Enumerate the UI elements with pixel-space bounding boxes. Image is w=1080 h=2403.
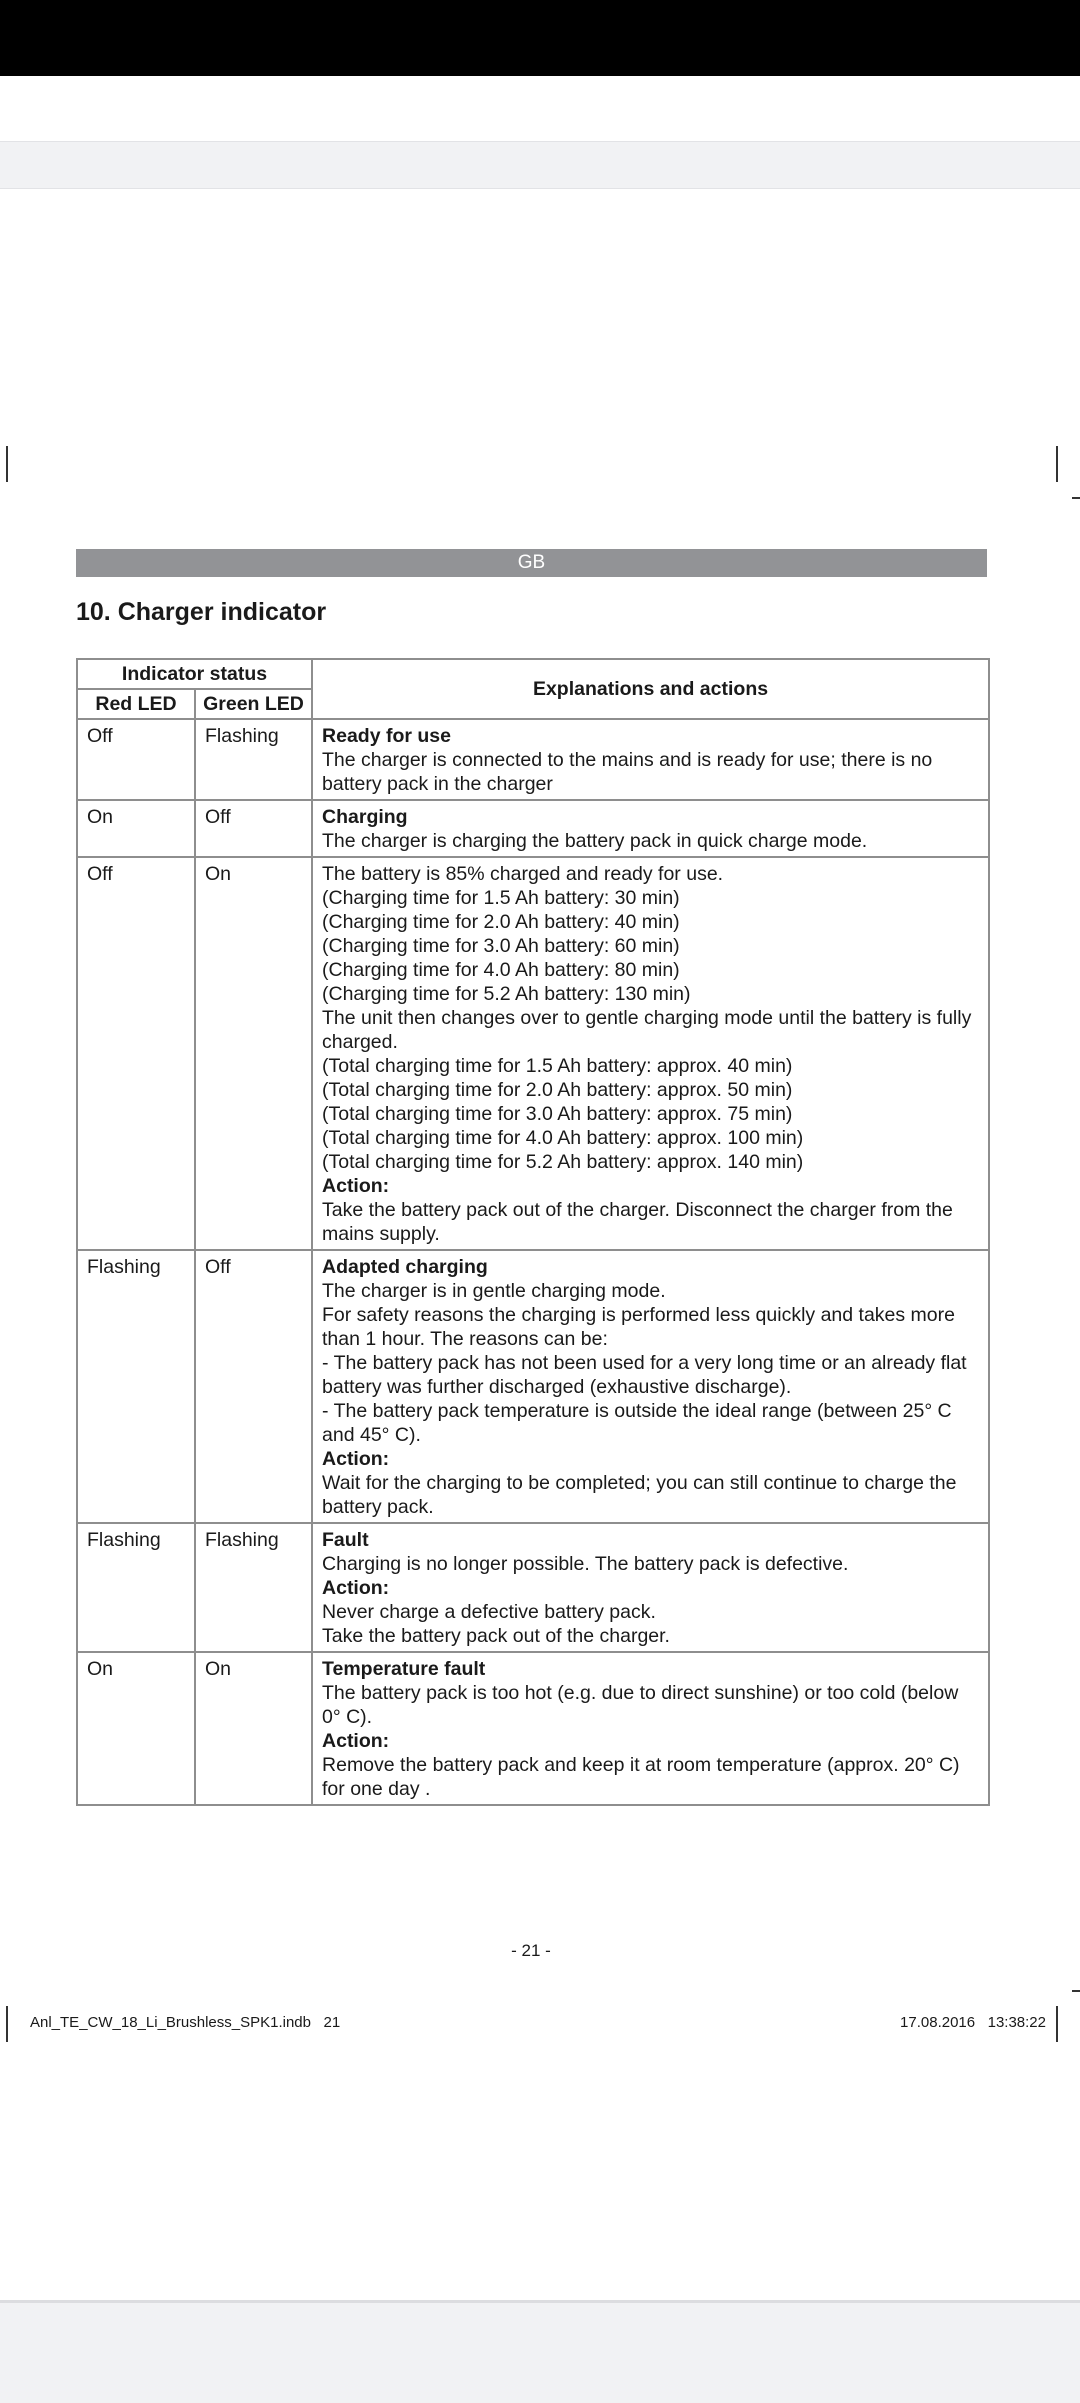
- explanation-cell: [312, 1652, 989, 1805]
- red-led-cell: Off: [77, 719, 195, 800]
- crop-mark-right-top: [1056, 446, 1058, 482]
- explanation-text: The charger is in gentle charging mode.: [322, 1280, 666, 1302]
- table-row: [77, 1250, 989, 1523]
- table-row: [77, 800, 989, 857]
- green-led-cell: On: [195, 857, 312, 1250]
- explanation-text: Charging is no longer possible. The battery pack is defective.: [322, 1553, 849, 1575]
- header-red-led: Red LED: [77, 689, 195, 719]
- explanation-cell: [312, 800, 989, 857]
- status-bar: [0, 0, 1080, 76]
- explanation-heading: Action:: [322, 1730, 390, 1752]
- explanation-text: (Charging time for 5.2 Ah battery: 130 min): [322, 983, 691, 1005]
- green-led-cell: Off: [195, 1250, 312, 1523]
- explanation-text: The battery pack is too hot (e.g. due to direct sunshine) or too cold (below 0° C).: [322, 1682, 959, 1728]
- explanation-text: Wait for the charging to be completed; you can still continue to charge the battery pack.: [322, 1472, 957, 1518]
- explanation-text: The unit then changes over to gentle charging mode until the battery is fully charged.: [322, 1007, 972, 1053]
- crop-mark-left-top: [6, 446, 8, 482]
- explanation-cell: [312, 719, 989, 800]
- explanation-heading: Temperature fault: [322, 1658, 486, 1680]
- green-led-cell: On: [195, 1652, 312, 1805]
- viewer-toolbar-strip: [0, 141, 1080, 189]
- page-title: 10. Charger indicator: [76, 598, 327, 626]
- explanation-cell: [312, 1250, 989, 1523]
- explanation-heading: Action:: [322, 1175, 390, 1197]
- section-language-bar: GB: [76, 549, 987, 577]
- red-led-cell: Off: [77, 857, 195, 1250]
- explanation-heading: Fault: [322, 1529, 369, 1551]
- explanation-text: For safety reasons the charging is performed less quickly and takes more than 1 hour. The reasons can be:: [322, 1304, 955, 1350]
- explanation-text: (Total charging time for 3.0 Ah battery: approx. 75 min): [322, 1103, 793, 1125]
- explanation-text: - The battery pack has not been used for a very long time or an already flat battery was further discharged (exhaustive discharge).: [322, 1352, 967, 1398]
- table-row: [77, 719, 989, 800]
- green-led-cell: Flashing: [195, 1523, 312, 1652]
- footer-datetime: 17.08.2016 13:38:22: [900, 2014, 1046, 2031]
- red-led-cell: Flashing: [77, 1523, 195, 1652]
- table-row: [77, 857, 989, 1250]
- explanation-text: (Total charging time for 4.0 Ah battery: approx. 100 min): [322, 1127, 804, 1149]
- header-indicator-status: Indicator status: [77, 659, 312, 689]
- explanation-text: Take the battery pack out of the charger. Disconnect the charger from the mains supply.: [322, 1199, 953, 1245]
- table-row: [77, 1523, 989, 1652]
- page-number: - 21 -: [511, 1941, 551, 1960]
- explanation-heading: Action:: [322, 1577, 390, 1599]
- explanation-heading: Ready for use: [322, 725, 451, 747]
- explanation-heading: Charging: [322, 806, 408, 828]
- explanation-text: (Charging time for 3.0 Ah battery: 60 min): [322, 935, 680, 957]
- explanation-heading: Action:: [322, 1448, 390, 1470]
- explanation-text: (Charging time for 4.0 Ah battery: 80 min): [322, 959, 680, 981]
- table-row: [77, 1652, 989, 1805]
- explanation-text: (Charging time for 1.5 Ah battery: 30 min): [322, 887, 680, 909]
- explanation-text: Remove the battery pack and keep it at room temperature (approx. 20° C) for one day .: [322, 1754, 960, 1800]
- red-led-cell: On: [77, 1652, 195, 1805]
- green-led-cell: Off: [195, 800, 312, 857]
- explanation-text: The charger is connected to the mains and is ready for use; there is no battery pack in the charger: [322, 749, 933, 795]
- explanation-text: Take the battery pack out of the charger.: [322, 1625, 670, 1647]
- explanation-text: (Charging time for 2.0 Ah battery: 40 min): [322, 911, 680, 933]
- green-led-cell: Flashing: [195, 719, 312, 800]
- header-green-led: Green LED: [195, 689, 312, 719]
- footer-file-name: Anl_TE_CW_18_Li_Brushless_SPK1.indb 21: [30, 2014, 341, 2031]
- explanation-text: (Total charging time for 1.5 Ah battery: approx. 40 min): [322, 1055, 793, 1077]
- explanation-cell: [312, 1523, 989, 1652]
- red-led-cell: Flashing: [77, 1250, 195, 1523]
- explanation-cell: [312, 857, 989, 1250]
- crop-mark-left-bottom: [6, 2006, 8, 2042]
- viewer-bottom-strip: [0, 2300, 1080, 2403]
- crop-mark-right-bottom: [1056, 2006, 1058, 2042]
- table-body: [77, 719, 989, 1805]
- explanation-text: - The battery pack temperature is outside the ideal range (between 25° C and 45° C).: [322, 1400, 952, 1446]
- explanation-text: (Total charging time for 5.2 Ah battery: approx. 140 min): [322, 1151, 804, 1173]
- crop-mark-right-tick-top: [1072, 497, 1080, 499]
- header-explanations: Explanations and actions: [312, 659, 989, 719]
- explanation-text: The battery is 85% charged and ready for use.: [322, 863, 724, 885]
- explanation-text: The charger is charging the battery pack in quick charge mode.: [322, 830, 868, 852]
- explanation-text: (Total charging time for 2.0 Ah battery: approx. 50 min): [322, 1079, 793, 1101]
- explanation-heading: Adapted charging: [322, 1256, 488, 1278]
- charger-indicator-table: [76, 658, 990, 1806]
- explanation-text: Never charge a defective battery pack.: [322, 1601, 656, 1623]
- red-led-cell: On: [77, 800, 195, 857]
- crop-mark-right-tick-bottom: [1072, 1990, 1080, 1992]
